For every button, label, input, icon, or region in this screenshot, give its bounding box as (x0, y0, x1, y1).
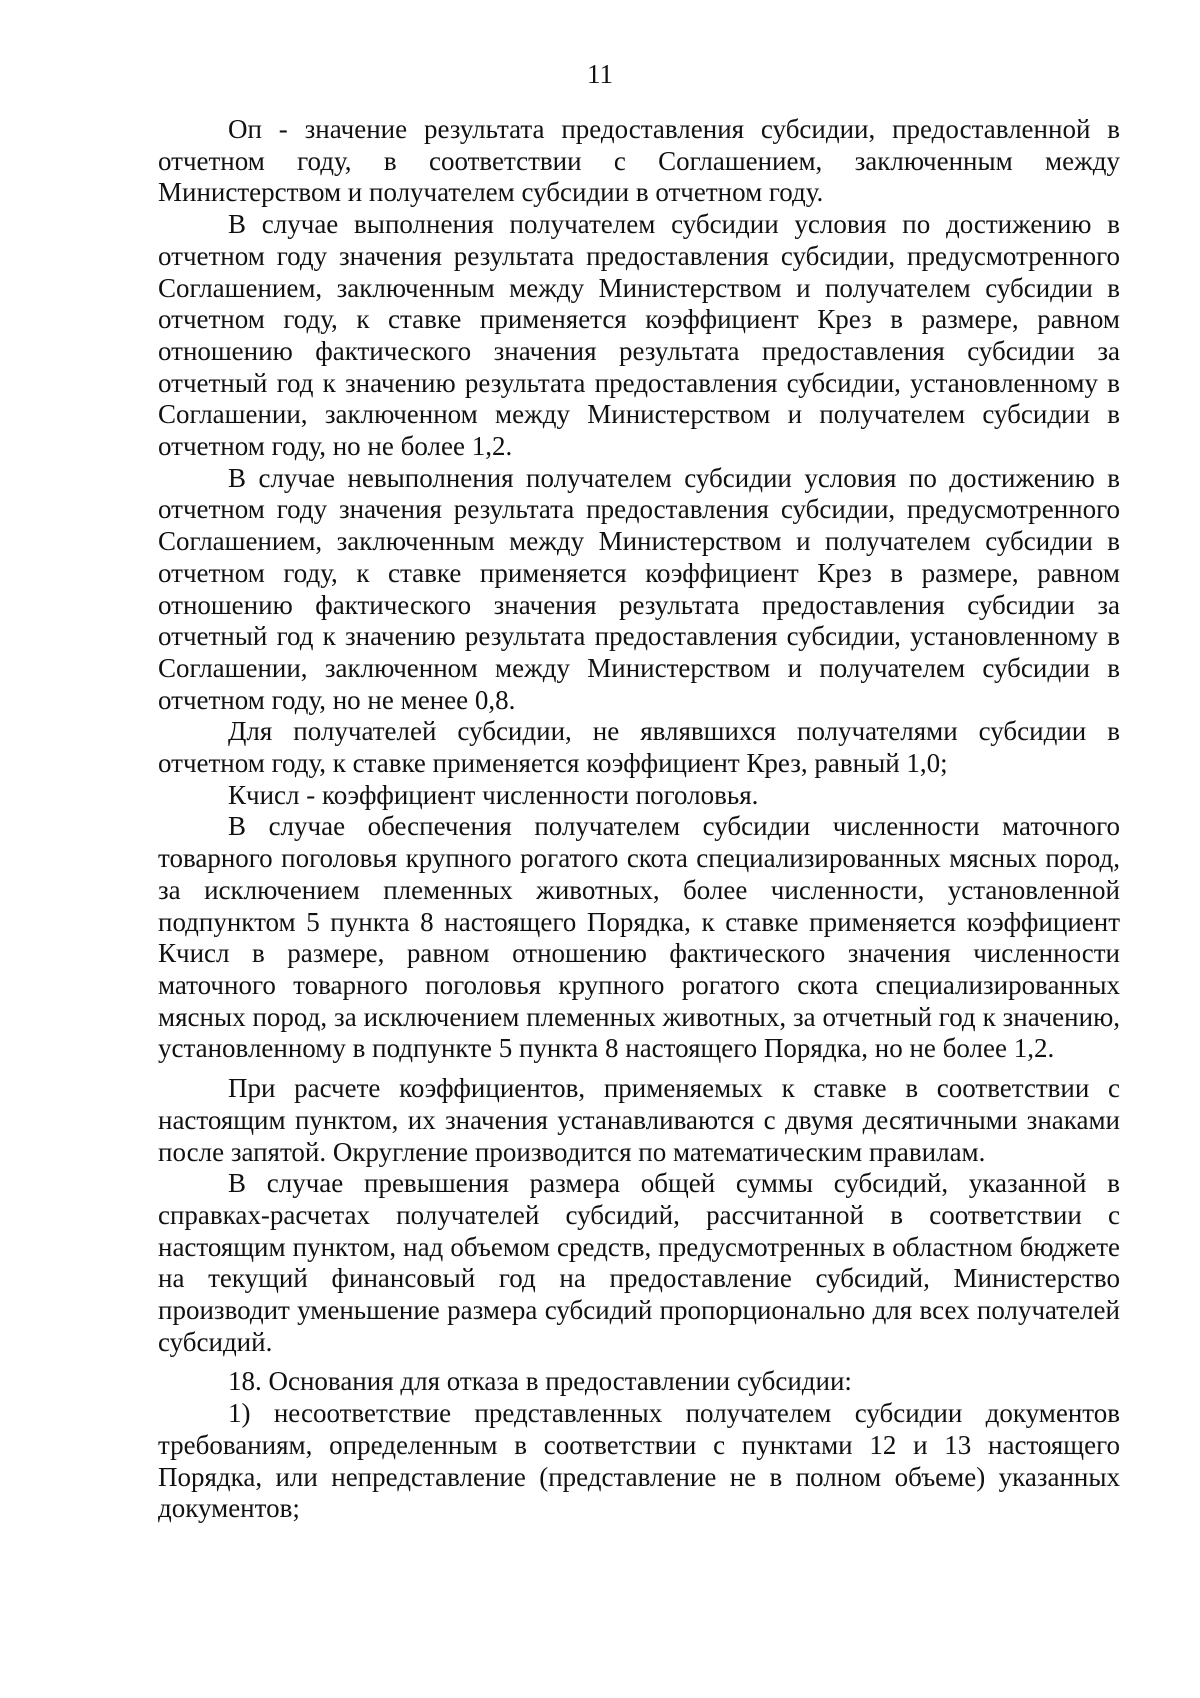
paragraph-kchisl-definition: Кчисл - коэффициент численности поголовья. (228, 779, 759, 810)
paragraph-krez-new-recipients: Для получателей субсидии, не являвшихся получателями субсидии в отчетном году, к ставке применяется коэффициент Крез, равный 1,0; (158, 716, 1120, 779)
paragraph-krez-unfulfilled: В случае невыполнения получателем субсидии условия по достижению в отчетном году значения результата предоставления субсидии, предусмотренного Соглашением, заключенным между Министерством и получателем субсидии в отчетном году, к ставке применяется коэффициент Крез в размере, равном отношению фактического значения результата предоставления субсидии за отчетный год к значению результата предоставления субсидии, установленному в Соглашении, заключенном между Министерством и получателем субсидии в отчетном году, но не менее 0,8. (158, 462, 1120, 715)
paragraph-op-definition: Оп - значение результата предоставления субсидии, предоставленной в отчетном году, в соответствии с Соглашением, заключенным между Министерством и получателем субсидии в отчетном году. (158, 114, 1120, 208)
paragraph-rounding-rules: При расчете коэффициентов, применяемых к ставке в соответствии с настоящим пунктом, их значения устанавливаются с двумя десятичными знаками после запятой. Округление производится по математическим правилам. (158, 1073, 1120, 1167)
document-body (158, 114, 1120, 1525)
paragraph-refusal-ground-1: 1) несоответствие представленных получателем субсидии документов требованиям, определенным в соответствии с пунктами 12 и 13 настоящего Порядка, или непредставление (представление не в полном объеме) указанных документов; (158, 1398, 1120, 1524)
paragraph-kchisl-condition: В случае обеспечения получателем субсидии численности маточного товарного поголовья крупного рогатого скота специализированных мясных пород, за исключением племенных животных, более численности, установленной подпунктом 5 пункта 8 настоящего Порядка, к ставке применяется коэффициент Кчисл в размере, равном отношению фактического значения численности маточного товарного поголовья крупного рогатого скота специализированных мясных пород, за исключением племенных животных, за отчетный год к значению, установленному в подпункте 5 пункта 8 настоящего Порядка, но не более 1,2. (158, 811, 1120, 1064)
paragraph-krez-fulfilled: В случае выполнения получателем субсидии условия по достижению в отчетном году значения результата предоставления субсидии, предусмотренного Соглашением, заключенным между Министерством и получателем субсидии в отчетном году, к ставке применяется коэффициент Крез в размере, равном отношению фактического значения результата предоставления субсидии за отчетный год к значению результата предоставления субсидии, установленному в Соглашении, заключенном между Министерством и получателем субсидии в отчетном году, но не более 1,2. (158, 209, 1120, 462)
page-number: 11 (587, 59, 613, 89)
paragraph-proportional-reduction: В случае превышения размера общей суммы субсидий, указанной в справках-расчетах получателей субсидий, рассчитанной в соответствии с настоящим пунктом, над объемом средств, предусмотренных в областном бюджете на текущий финансовый год на предоставление субсидий, Министерство производит уменьшение размера субсидий пропорционально для всех получателей субсидий. (158, 1168, 1120, 1357)
paragraph-refusal-grounds-heading: 18. Основания для отказа в предоставлении субсидии: (228, 1366, 852, 1397)
